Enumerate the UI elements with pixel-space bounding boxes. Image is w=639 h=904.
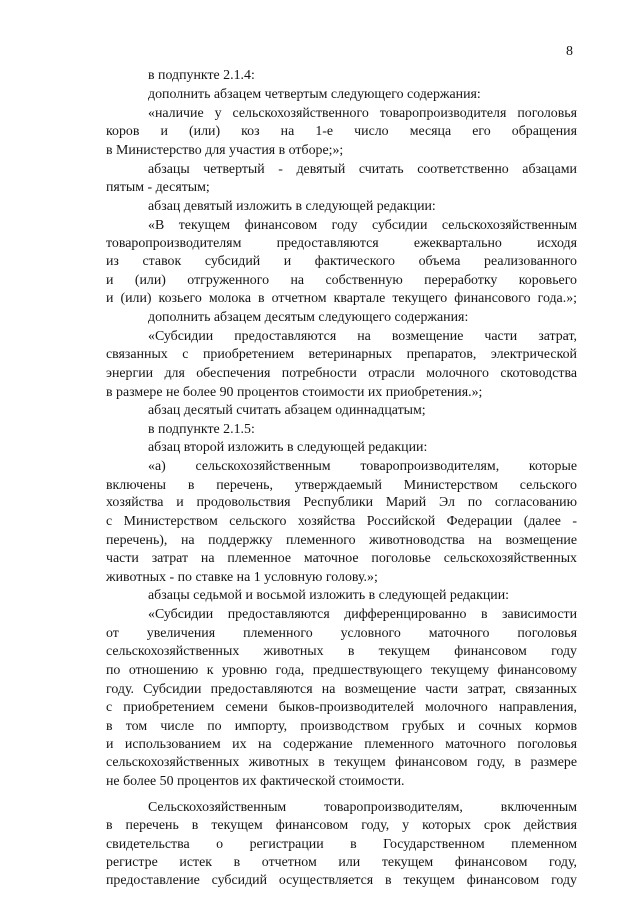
- text-line: абзац второй изложить в следующей редакции:: [148, 440, 428, 455]
- text-line: с приобретением семени быков-производителей молочного направления,: [106, 700, 577, 715]
- text-line: в том числе по импорту, производством грубых и сочных кормов: [106, 719, 577, 734]
- text-line: перечень), на поддержку племенного животноводства на возмещение: [106, 533, 577, 548]
- text-line: абзац девятый изложить в следующей редакции:: [148, 199, 436, 214]
- text-line: не более 50 процентов их фактической стоимости.: [106, 774, 405, 789]
- text-line: абзацы четвертый - девятый считать соответственно абзацами: [148, 162, 577, 177]
- text-line: «наличие у сельскохозяйственного товаропроизводителя поголовья: [148, 106, 577, 121]
- text-line: хозяйства и продовольствия Республики Марий Эл по согласованию: [106, 495, 577, 510]
- text-line: энергии для обеспечения потребности отрасли молочного скотоводства: [106, 366, 577, 381]
- text-line: абзацы седьмой и восьмой изложить в следующей редакции:: [148, 588, 509, 603]
- page-number: 8: [566, 44, 573, 59]
- text-line: из ставок субсидий и фактического объема реализованного: [106, 254, 577, 269]
- text-line: в размере не более 90 процентов стоимости их приобретения.»;: [106, 385, 483, 400]
- text-line: коров и (или) коз на 1-е число месяца его обращения: [106, 124, 577, 139]
- text-line: и (или) козьего молока в отчетном квартале текущего финансового года.»;: [106, 291, 577, 306]
- text-line: Сельскохозяйственным товаропроизводителям, включенным: [148, 800, 577, 815]
- text-line: и использованием их на содержание племенного маточного поголовья: [106, 737, 577, 752]
- text-line: свидетельства о регистрации в Государственном племенном: [106, 837, 577, 852]
- text-line: животных - по ставке на 1 условную голову.»;: [106, 570, 378, 585]
- text-line: «В текущем финансовом году субсидии сельскохозяйственным: [148, 218, 577, 233]
- text-line: в перечень в текущем финансовом году, у которых срок действия: [106, 818, 577, 833]
- text-line: и (или) отгруженного на собственную переработку коровьего: [106, 273, 577, 288]
- text-line: по отношению к уровню года, предшествующего текущему финансовому: [106, 663, 577, 678]
- text-line: от увеличения племенного условного маточного поголовья: [106, 626, 577, 641]
- text-line: с Министерством сельского хозяйства Российской Федерации (далее -: [106, 514, 577, 529]
- text-line: дополнить абзацем четвертым следующего содержания:: [148, 87, 481, 102]
- text-line: части затрат на племенное маточное поголовье сельскохозяйственных: [106, 551, 577, 566]
- text-line: «а) сельскохозяйственным товаропроизводителям, которые: [148, 459, 577, 474]
- text-line: в Министерство для участия в отборе;»;: [106, 143, 344, 158]
- text-line: сельскохозяйственных животных в текущем финансовом году, в размере: [106, 755, 577, 770]
- text-line: включены в перечень, утверждаемый Министерством сельского: [106, 478, 577, 493]
- text-line: регистре истек в отчетном или текущем финансовом году,: [106, 855, 577, 870]
- text-line: «Субсидии предоставляются на возмещение части затрат,: [148, 329, 577, 344]
- text-line: сельскохозяйственных животных в текущем финансовом году: [106, 644, 577, 659]
- text-line: «Субсидии предоставляются дифференцированно в зависимости: [148, 607, 577, 622]
- text-line: связанных с приобретением ветеринарных препаратов, электрической: [106, 347, 577, 362]
- text-line: пятым - десятым;: [106, 180, 210, 195]
- text-line: абзац десятый считать абзацем одиннадцатым;: [148, 403, 426, 418]
- text-line: дополнить абзацем десятым следующего содержания:: [148, 310, 469, 325]
- text-line: в подпункте 2.1.4:: [148, 68, 255, 83]
- text-line: в подпункте 2.1.5:: [148, 422, 255, 437]
- text-line: товаропроизводителям предоставляются ежеквартально исходя: [106, 236, 577, 251]
- text-line: году. Субсидии предоставляются на возмещение части затрат, связанных: [106, 682, 577, 697]
- text-line: предоставление субсидий осуществляется в текущем финансовом году: [106, 873, 577, 888]
